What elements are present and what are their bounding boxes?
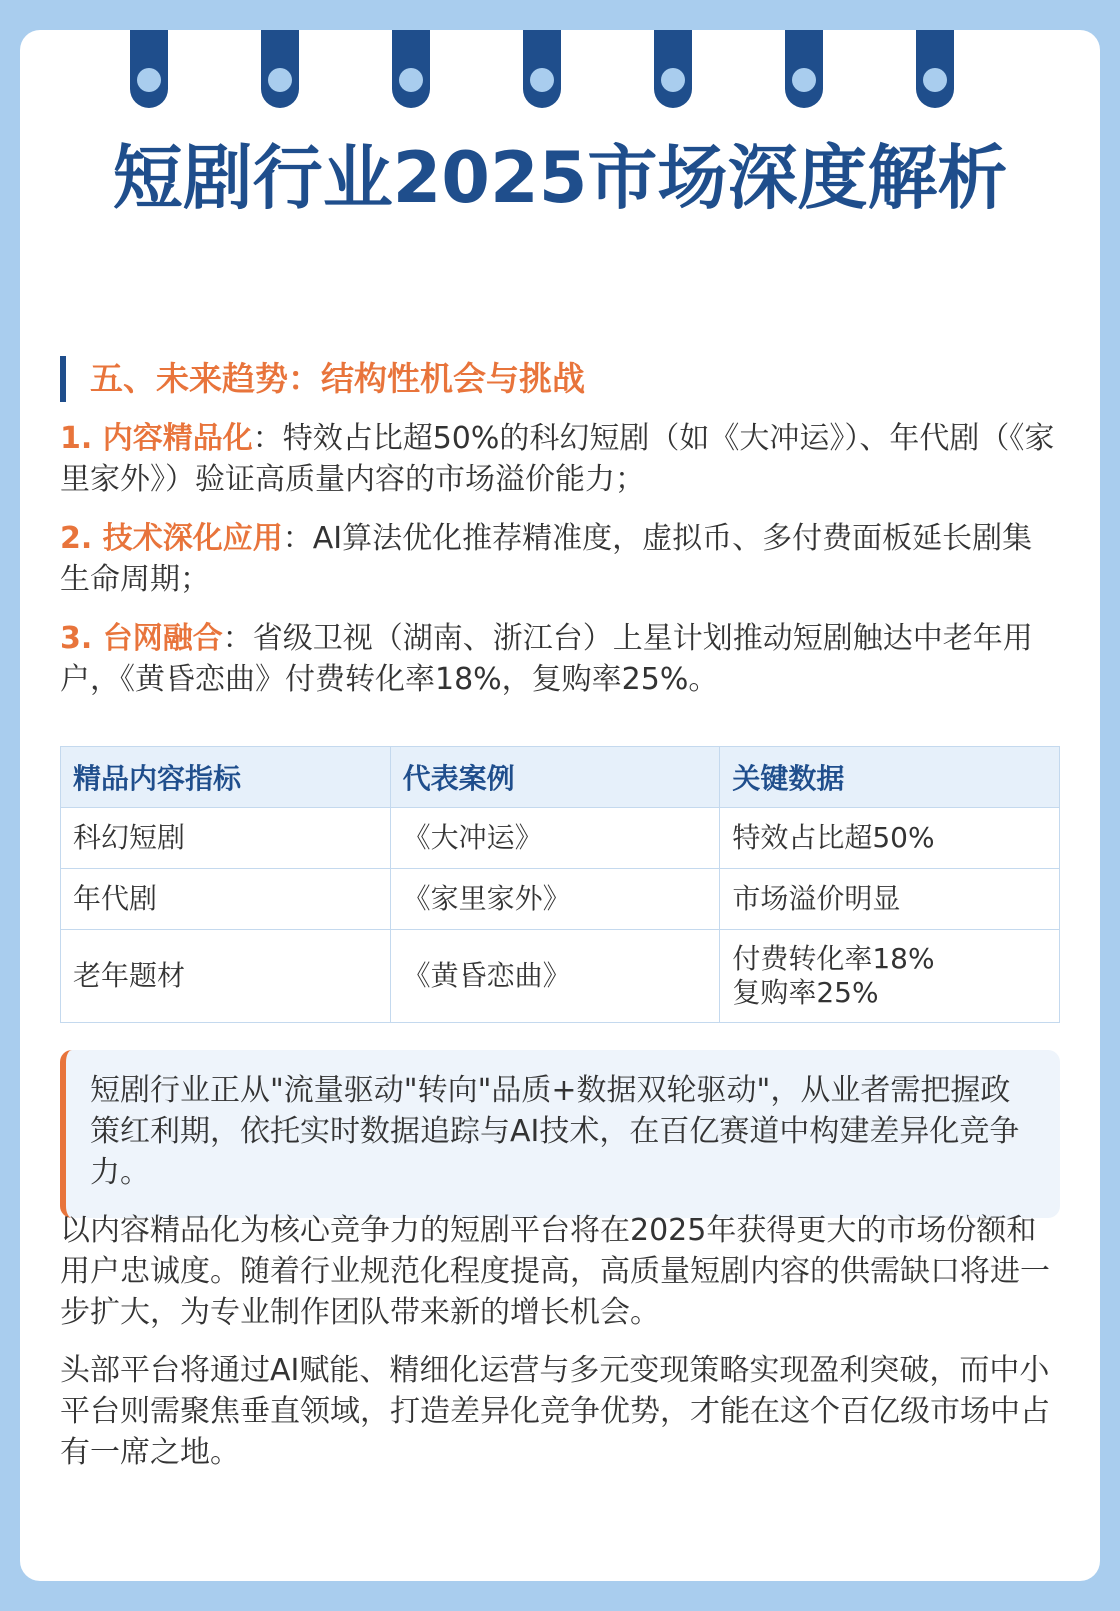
trend-separator: ： xyxy=(282,521,313,556)
table-cell: 市场溢价明显 xyxy=(720,869,1060,930)
binder-ring-icon xyxy=(523,30,561,108)
binder-ring-icon xyxy=(654,30,692,108)
trend-item xyxy=(60,618,1060,700)
body-paragraph: 以内容精品化为核心竞争力的短剧平台将在2025年获得更大的市场份额和用户忠诚度。随着行业规范化程度提高，高质量短剧内容的供需缺口将进一步扩大，为专业制作团队带来新的增长机会。 xyxy=(60,1213,1050,1330)
trend-text: AI算法优化推荐精准度，虚拟币、多付费面板延长剧集生命周期； xyxy=(60,521,1033,597)
trend-label: 2. 技术深化应用 xyxy=(60,521,283,556)
binder-ring-icon xyxy=(261,30,299,108)
table-cell: 老年题材 xyxy=(61,930,391,1023)
table-cell: 《黄昏恋曲》 xyxy=(390,930,720,1023)
summary-quote: 短剧行业正从"流量驱动"转向"品质+数据双轮驱动"，从业者需把握政策红利期，依托实时数据追踪与AI技术，在百亿赛道中构建差异化竞争力。 xyxy=(60,1050,1060,1218)
table-cell: 《家里家外》 xyxy=(390,869,720,930)
table-cell: 年代剧 xyxy=(61,869,391,930)
trend-label: 3. 台网融合 xyxy=(60,621,223,656)
table-cell: 科幻短剧 xyxy=(61,808,391,869)
table-cell: 《大冲运》 xyxy=(390,808,720,869)
content-metrics-table xyxy=(60,746,1060,1023)
column-header: 代表案例 xyxy=(390,747,720,808)
column-header: 关键数据 xyxy=(720,747,1060,808)
trend-label: 1. 内容精品化 xyxy=(60,421,253,456)
table-row xyxy=(61,808,1060,869)
table-header-row xyxy=(61,747,1060,808)
page-title: 短剧行业2025市场深度解析 xyxy=(112,137,1008,219)
binder-ring-icon xyxy=(130,30,168,108)
binder-ring-icon xyxy=(916,30,954,108)
table-cell: 特效占比超50% xyxy=(720,808,1060,869)
trend-separator: ： xyxy=(222,621,253,656)
table-row xyxy=(61,930,1060,1023)
trend-text: 特效占比超50%的科幻短剧（如《大冲运》）、年代剧（《家里家外》）验证高质量内容的市场溢价能力； xyxy=(60,421,1055,497)
trend-separator: ： xyxy=(252,421,283,456)
trend-text: 省级卫视（湖南、浙江台）上星计划推动短剧触达中老年用户，《黄昏恋曲》付费转化率18%，复购率25%。 xyxy=(60,621,1033,697)
cell-line: 付费转化率18% xyxy=(732,942,935,975)
table-cell xyxy=(720,930,1060,1023)
trend-item xyxy=(60,518,1060,600)
trend-item xyxy=(60,418,1060,500)
cell-line: 复购率25% xyxy=(732,976,879,1009)
body-paragraph: 头部平台将通过AI赋能、精细化运营与多元变现策略实现盈利突破，而中小平台则需聚焦垂直领域，打造差异化竞争优势，才能在这个百亿级市场中占有一席之地。 xyxy=(60,1353,1050,1470)
column-header: 精品内容指标 xyxy=(61,747,391,808)
binder-ring-icon xyxy=(785,30,823,108)
section-heading: 五、未来趋势：结构性机会与挑战 xyxy=(60,356,585,402)
binder-ring-icon xyxy=(392,30,430,108)
table-row xyxy=(61,869,1060,930)
